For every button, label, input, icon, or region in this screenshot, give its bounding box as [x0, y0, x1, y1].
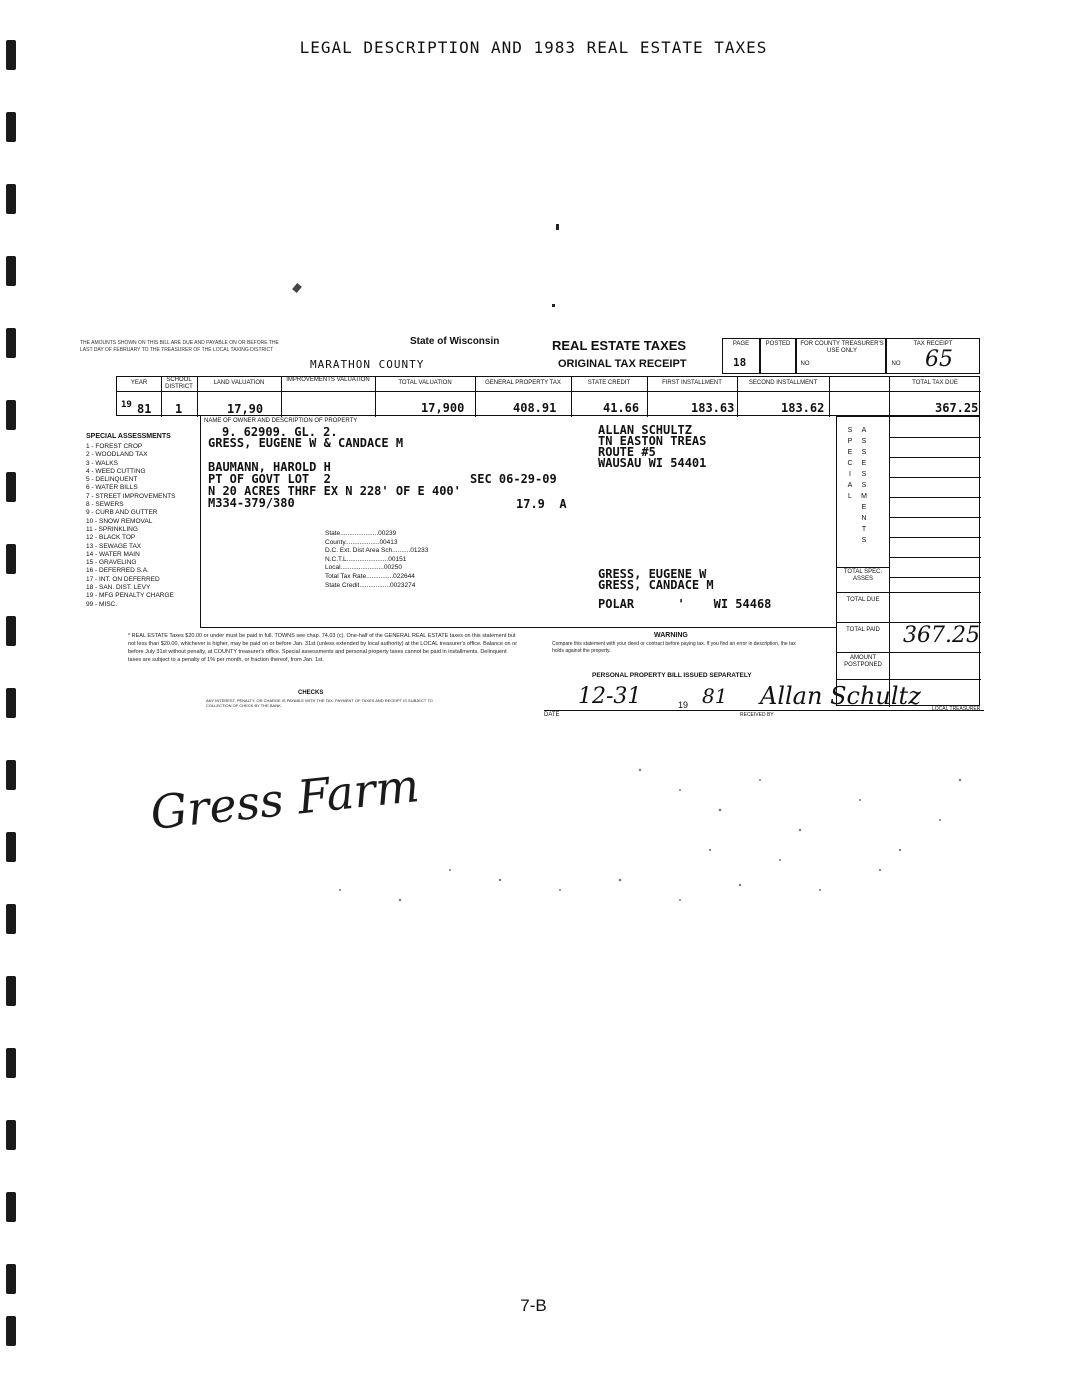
special-assessments-list: [86, 443, 175, 609]
assessment-item: 4 - WEED CUTTING: [86, 467, 146, 475]
checks-text: ANY INTEREST, PENALTY, OR CHARGE IS PAYABLE WITH THE TAX. PAYMENT OF TAXES AND RECEIPT IS SUBJECT TO COLLECTION OF CHECK BY THE BANK.: [206, 698, 433, 708]
year-header: YEAR: [130, 380, 148, 386]
binder-hole: [6, 1264, 16, 1294]
school-header: SCHOOL DISTRICT: [165, 377, 193, 390]
assessment-item: 19 - MFG PENALTY CHARGE: [86, 592, 174, 600]
special-assessments-title: SPECIAL ASSESSMENTS: [86, 433, 171, 440]
binder-hole: [6, 328, 16, 358]
date-year-prefix: 19: [678, 700, 689, 710]
binder-hole: [6, 1048, 16, 1078]
assessment-item: 3 - WALKS: [86, 459, 118, 467]
date-year: 81: [702, 684, 728, 708]
treasurer-line: ROUTE #5: [598, 445, 656, 459]
binder-hole: [6, 616, 16, 646]
personal-property-note: PERSONAL PROPERTY BILL ISSUED SEPARATELY: [592, 672, 752, 679]
rate-row: State Credit.................0023274: [325, 581, 416, 589]
owner-line: PT OF GOVT LOT 2: [208, 472, 331, 486]
binder-hole: [6, 976, 16, 1006]
binder-hole: [6, 184, 16, 214]
binder-hole: [6, 1192, 16, 1222]
rate-row: County...................00413: [325, 538, 398, 546]
binder-hole: [6, 832, 16, 862]
assessment-item: 11 - SPRINKLING: [86, 525, 138, 533]
assessment-item: 12 - BLACK TOP: [86, 534, 136, 542]
rate-row: Total Tax Rate...............022644: [325, 572, 415, 580]
first-installment-header: FIRST INSTALLMENT: [662, 380, 722, 386]
received-by-label: RECEIVED BY: [740, 712, 774, 718]
receipt-subtitle: ORIGINAL TAX RECEIPT: [558, 358, 687, 370]
rate-row: State.....................00239: [325, 530, 397, 537]
second-installment-header: SECOND INSTALLMENT: [748, 380, 818, 386]
page-label: PAGE: [732, 341, 750, 347]
binder-strip: [0, 0, 30, 1380]
payment-footnote: * REAL ESTATE Taxes $20.00 or under must be paid in full. TOWNS see chap. 74.03 (c). One-half of the GENERAL REAL ESTATE taxes on this statement but not less than $20.00, whichever is higher, may be paid on or before Jan. 31st (unless extended by local authority) at the LOCAL treasurer's office. Balance on or before July 31st without penalty, at COUNTY treasurer's office. Special assessments and personal property taxes cannot be paid in installments. Delinquent taxes are subject to a penalty of 1% per month, or fraction thereof, from Jan. 1st.: [128, 633, 518, 663]
assessment-item: 8 - SEWERS: [86, 501, 124, 509]
county-use-box: [796, 338, 886, 374]
assessments-column: [836, 416, 980, 706]
section-township-range: SEC 06-29-09: [470, 472, 557, 486]
treasurer-line: TN EASTON TREAS: [598, 434, 707, 448]
acreage: 17.9 A: [516, 497, 567, 511]
county-name: MARATHON COUNTY: [310, 358, 425, 371]
mail-line: POLAR ' WI 54468: [598, 597, 772, 611]
assessment-item: 10 - SNOW REMOVAL: [86, 517, 153, 525]
total-spec-label: TOTAL SPEC. ASSES: [843, 569, 883, 582]
assessment-item: 16 - DEFERRED S.A.: [86, 567, 149, 575]
page-title: LEGAL DESCRIPTION AND 1983 REAL ESTATE TAXES: [299, 38, 768, 57]
general-tax-value: 408.91: [513, 401, 557, 415]
state-name: State of Wisconsin: [410, 336, 500, 347]
owner-label: NAME OF OWNER AND DESCRIPTION OF PROPERTY: [204, 418, 358, 424]
stray-mark: [556, 224, 559, 230]
owner-line: M334-379/380: [208, 496, 295, 510]
warning-title: WARNING: [654, 632, 688, 639]
assessment-item: 14 - WATER MAIN: [86, 550, 140, 558]
assessment-item: 18 - SAN. DIST. LEVY: [86, 584, 151, 592]
receipt-title: REAL ESTATE TAXES: [552, 338, 687, 353]
assessment-item: 17 - INT. ON DEFERRED: [86, 575, 160, 583]
tax-receipt-no-label: NO: [891, 361, 901, 367]
assessment-item: 13 - SEWAGE TAX: [86, 542, 142, 550]
county-no-label: NO: [800, 361, 810, 367]
treasurer-signature: Allan Schultz: [760, 682, 921, 710]
binder-hole: [6, 256, 16, 286]
tax-receipt-label: TAX RECEIPT: [913, 341, 953, 347]
owner-box: [200, 416, 836, 628]
second-installment-value: 183.62: [781, 401, 825, 415]
stray-mark: [292, 283, 302, 293]
binder-hole: [6, 544, 16, 574]
year-value: 81: [137, 402, 152, 416]
state-credit-header: STATE CREDIT: [587, 380, 631, 386]
assessment-item: 9 - CURB AND GUTTER: [86, 509, 158, 517]
checks-title: CHECKS: [298, 690, 324, 696]
posted-label: POSTED: [765, 341, 791, 347]
binder-hole: [6, 688, 16, 718]
assessment-item: 1 - FOREST CROP: [86, 443, 143, 450]
tax-receipt-box: [886, 338, 980, 374]
treasurer-line: ALLAN SCHULTZ: [598, 423, 692, 437]
school-value: 1: [175, 402, 183, 416]
binder-hole: [6, 1316, 16, 1346]
mail-line: GRESS, CANDACE M: [598, 578, 714, 592]
county-use-label: FOR COUNTY TREASURER'S USE ONLY: [800, 341, 884, 354]
owner-line: 9. 62909. GL. 2.: [222, 425, 338, 439]
scan-speckle: [300, 740, 1000, 940]
binder-hole: [6, 472, 16, 502]
payment-notice: THE AMOUNTS SHOWN ON THIS BILL ARE DUE AND PAYABLE ON OR BEFORE THE LAST DAY OF FEBRUARY TO THE TREASURER OF THE LOCAL TAXING DISTRICT: [80, 340, 279, 353]
owner-line: N 20 ACRES THRF EX N 228' OF E 400': [208, 484, 461, 498]
binder-hole: [6, 400, 16, 430]
treasurer-line: WAUSAU WI 54401: [598, 456, 707, 470]
total-valuation-value: 17,900: [421, 401, 465, 415]
rate-row: D.C. Ext. Dist Area Sch..........01233: [325, 547, 429, 555]
rate-row: N.C.T.L.......................00151: [325, 555, 407, 563]
total-paid-value: 367.25: [903, 623, 980, 648]
improvements-header: IMPROVEMENTS VALUATION: [286, 377, 370, 383]
date-label: DATE: [544, 712, 560, 718]
special-vertical-label: S P E C I A L: [847, 427, 853, 500]
binder-hole: [6, 1120, 16, 1150]
owner-line: BAUMANN, HAROLD H: [208, 460, 331, 474]
owner-line: GRESS, EUGENE W & CANDACE M: [208, 436, 404, 450]
mail-line: GRESS, EUGENE W: [598, 567, 707, 581]
assessments-vertical-label: A S S E S S M E N T S: [861, 427, 867, 544]
tax-rates: [325, 530, 428, 590]
tax-receipt-number: 65: [925, 347, 953, 372]
assessment-item: 15 - GRAVELING: [86, 559, 137, 567]
values-table: [116, 376, 980, 416]
first-installment-value: 183.63: [691, 401, 735, 415]
warning-text: Compare this statement with your deed or contract before paying tax. If you find an error in description, the tax holds against the property.: [552, 641, 796, 654]
general-tax-header: GENERAL PROPERTY TAX: [485, 380, 561, 386]
page-value: 18: [733, 356, 747, 369]
total-due-header: TOTAL TAX DUE: [912, 380, 958, 386]
assessment-item: 6 - WATER BILLS: [86, 484, 138, 492]
rate-row: Local........................00250: [325, 564, 402, 572]
land-value: 17,90: [227, 402, 264, 416]
tax-receipt: [80, 330, 990, 720]
assessment-item: 7 - STREET IMPROVEMENTS: [86, 492, 176, 500]
page-footer: 7-B: [520, 1296, 547, 1315]
year-prefix: 19: [121, 400, 132, 410]
stray-mark: [552, 304, 555, 307]
total-valuation-header: TOTAL VALUATION: [398, 380, 452, 386]
posted-box: [760, 338, 796, 374]
assessment-item: 5 - DELINQUENT: [86, 476, 138, 484]
treasurer-label: LOCAL TREASURER: [932, 706, 981, 712]
binder-hole: [6, 760, 16, 790]
binder-hole: [6, 904, 16, 934]
land-header: LAND VALUATION: [213, 380, 265, 386]
assessment-item: 99 - MISC.: [86, 600, 118, 608]
page-box: [722, 338, 760, 374]
assessment-item: 2 - WOODLAND TAX: [86, 451, 148, 459]
state-credit-value: 41.66: [603, 401, 640, 415]
date-value: 12-31: [578, 684, 642, 709]
total-due-label: TOTAL DUE: [846, 597, 880, 603]
binder-hole: [6, 112, 16, 142]
handwritten-note: Gress Farm: [147, 758, 422, 840]
total-due-value: 367.25: [935, 401, 979, 415]
amount-postponed-label: AMOUNT POSTPONED: [844, 655, 882, 668]
total-paid-label: TOTAL PAID: [846, 627, 880, 633]
